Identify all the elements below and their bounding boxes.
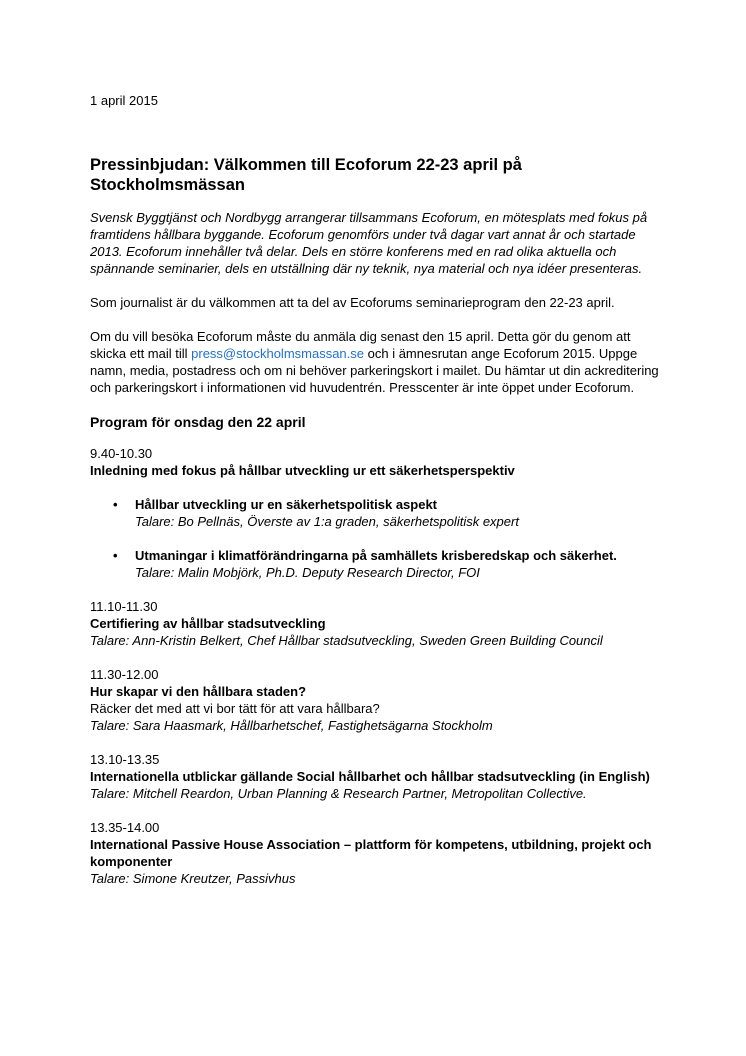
session-2: [90, 598, 670, 649]
press-email-link[interactable]: press@stockholmsmassan.se: [191, 346, 365, 361]
bullet-speaker: Talare: Bo Pellnäs, Överste av 1:a graden, säkerhetspolitisk expert: [135, 514, 519, 529]
session-4: [90, 751, 670, 802]
session-1: [90, 445, 670, 581]
registration-text-after: och i ämnesrutan ange Ecoforum 2015. Uppge namn, media, postadress och om ni behöver parkeringskort i mailet. Du hämtar ut din ackreditering och parkeringskort i informationen vid huvudentrén. Presscenter är inte öppet under Ecoforum.: [90, 346, 659, 395]
registration-text-before: Om du vill besöka Ecoforum måste du anmäla dig senast den 15 april. Detta gör du genom att skicka ett mail till: [90, 329, 631, 361]
bullet-icon: •: [113, 548, 118, 563]
session-time: 9.40-10.30: [90, 446, 153, 461]
date: 1 april 2015: [90, 93, 158, 108]
session-speaker: Talare: Simone Kreutzer, Passivhus: [90, 871, 296, 886]
session-3: [90, 666, 670, 734]
bullet-title: Hållbar utveckling ur en säkerhetspolitisk aspekt: [135, 497, 438, 512]
session-time: 11.10-11.30: [90, 599, 158, 614]
intro-paragraph: Svensk Byggtjänst och Nordbygg arrangerar tillsammans Ecoforum, en mötesplats med fokus på framtidens hållbara byggande. Ecoforum genomförs under två dagar vart annat år och startade 2013. Ecoforum innehåller två delar. Dels en större konferens med en rad olika aktuella och spännande seminarier, dels en utställning där ny teknik, nya material och nya idéer presenteras.: [90, 210, 648, 276]
headline: Pressinbjudan: Välkommen till Ecoforum 22-23 april på Stockholmsmässan: [90, 156, 522, 194]
bullet-speaker: Talare: Malin Mobjörk, Ph.D. Deputy Research Director, FOI: [135, 565, 480, 580]
session-time: 13.35-14.00: [90, 820, 160, 835]
program-title: Program för onsdag den 22 april: [90, 414, 306, 430]
bullet-title: Utmaningar i klimatförändringarna på samhällets krisberedskap och säkerhet.: [135, 548, 617, 563]
session-bullet-list: [90, 496, 670, 581]
session-speaker: Talare: Sara Haasmark, Hållbarhetschef, Fastighetsägarna Stockholm: [90, 718, 493, 733]
session-title: Hur skapar vi den hållbara staden?: [90, 684, 307, 699]
session-title: Inledning med fokus på hållbar utveckling ur ett säkerhetsperspektiv: [90, 463, 515, 478]
session-title: Certifiering av hållbar stadsutveckling: [90, 616, 326, 631]
bullet-item: [90, 547, 670, 581]
session-5: [90, 819, 670, 887]
session-speaker: Talare: Ann-Kristin Belkert, Chef Hållbar stadsutveckling, Sweden Green Building Council: [90, 633, 603, 648]
registration-paragraph: [90, 328, 670, 396]
session-time: 13.10-13.35: [90, 752, 160, 767]
session-description: Räcker det med att vi bor tätt för att vara hållbara?: [90, 701, 380, 716]
press-release-page: [90, 92, 670, 887]
bullet-icon: •: [113, 497, 118, 512]
journalist-paragraph: Som journalist är du välkommen att ta del av Ecoforums seminarieprogram den 22-23 april.: [90, 295, 615, 310]
session-time: 11.30-12.00: [90, 667, 159, 682]
bullet-item: [90, 496, 670, 530]
session-title: Internationella utblickar gällande Social hållbarhet och hållbar stadsutveckling (in English): [90, 769, 650, 784]
session-title: International Passive House Association – plattform för kompetens, utbildning, projekt och komponenter: [90, 837, 652, 869]
session-speaker: Talare: Mitchell Reardon, Urban Planning & Research Partner, Metropolitan Collective.: [90, 786, 587, 801]
